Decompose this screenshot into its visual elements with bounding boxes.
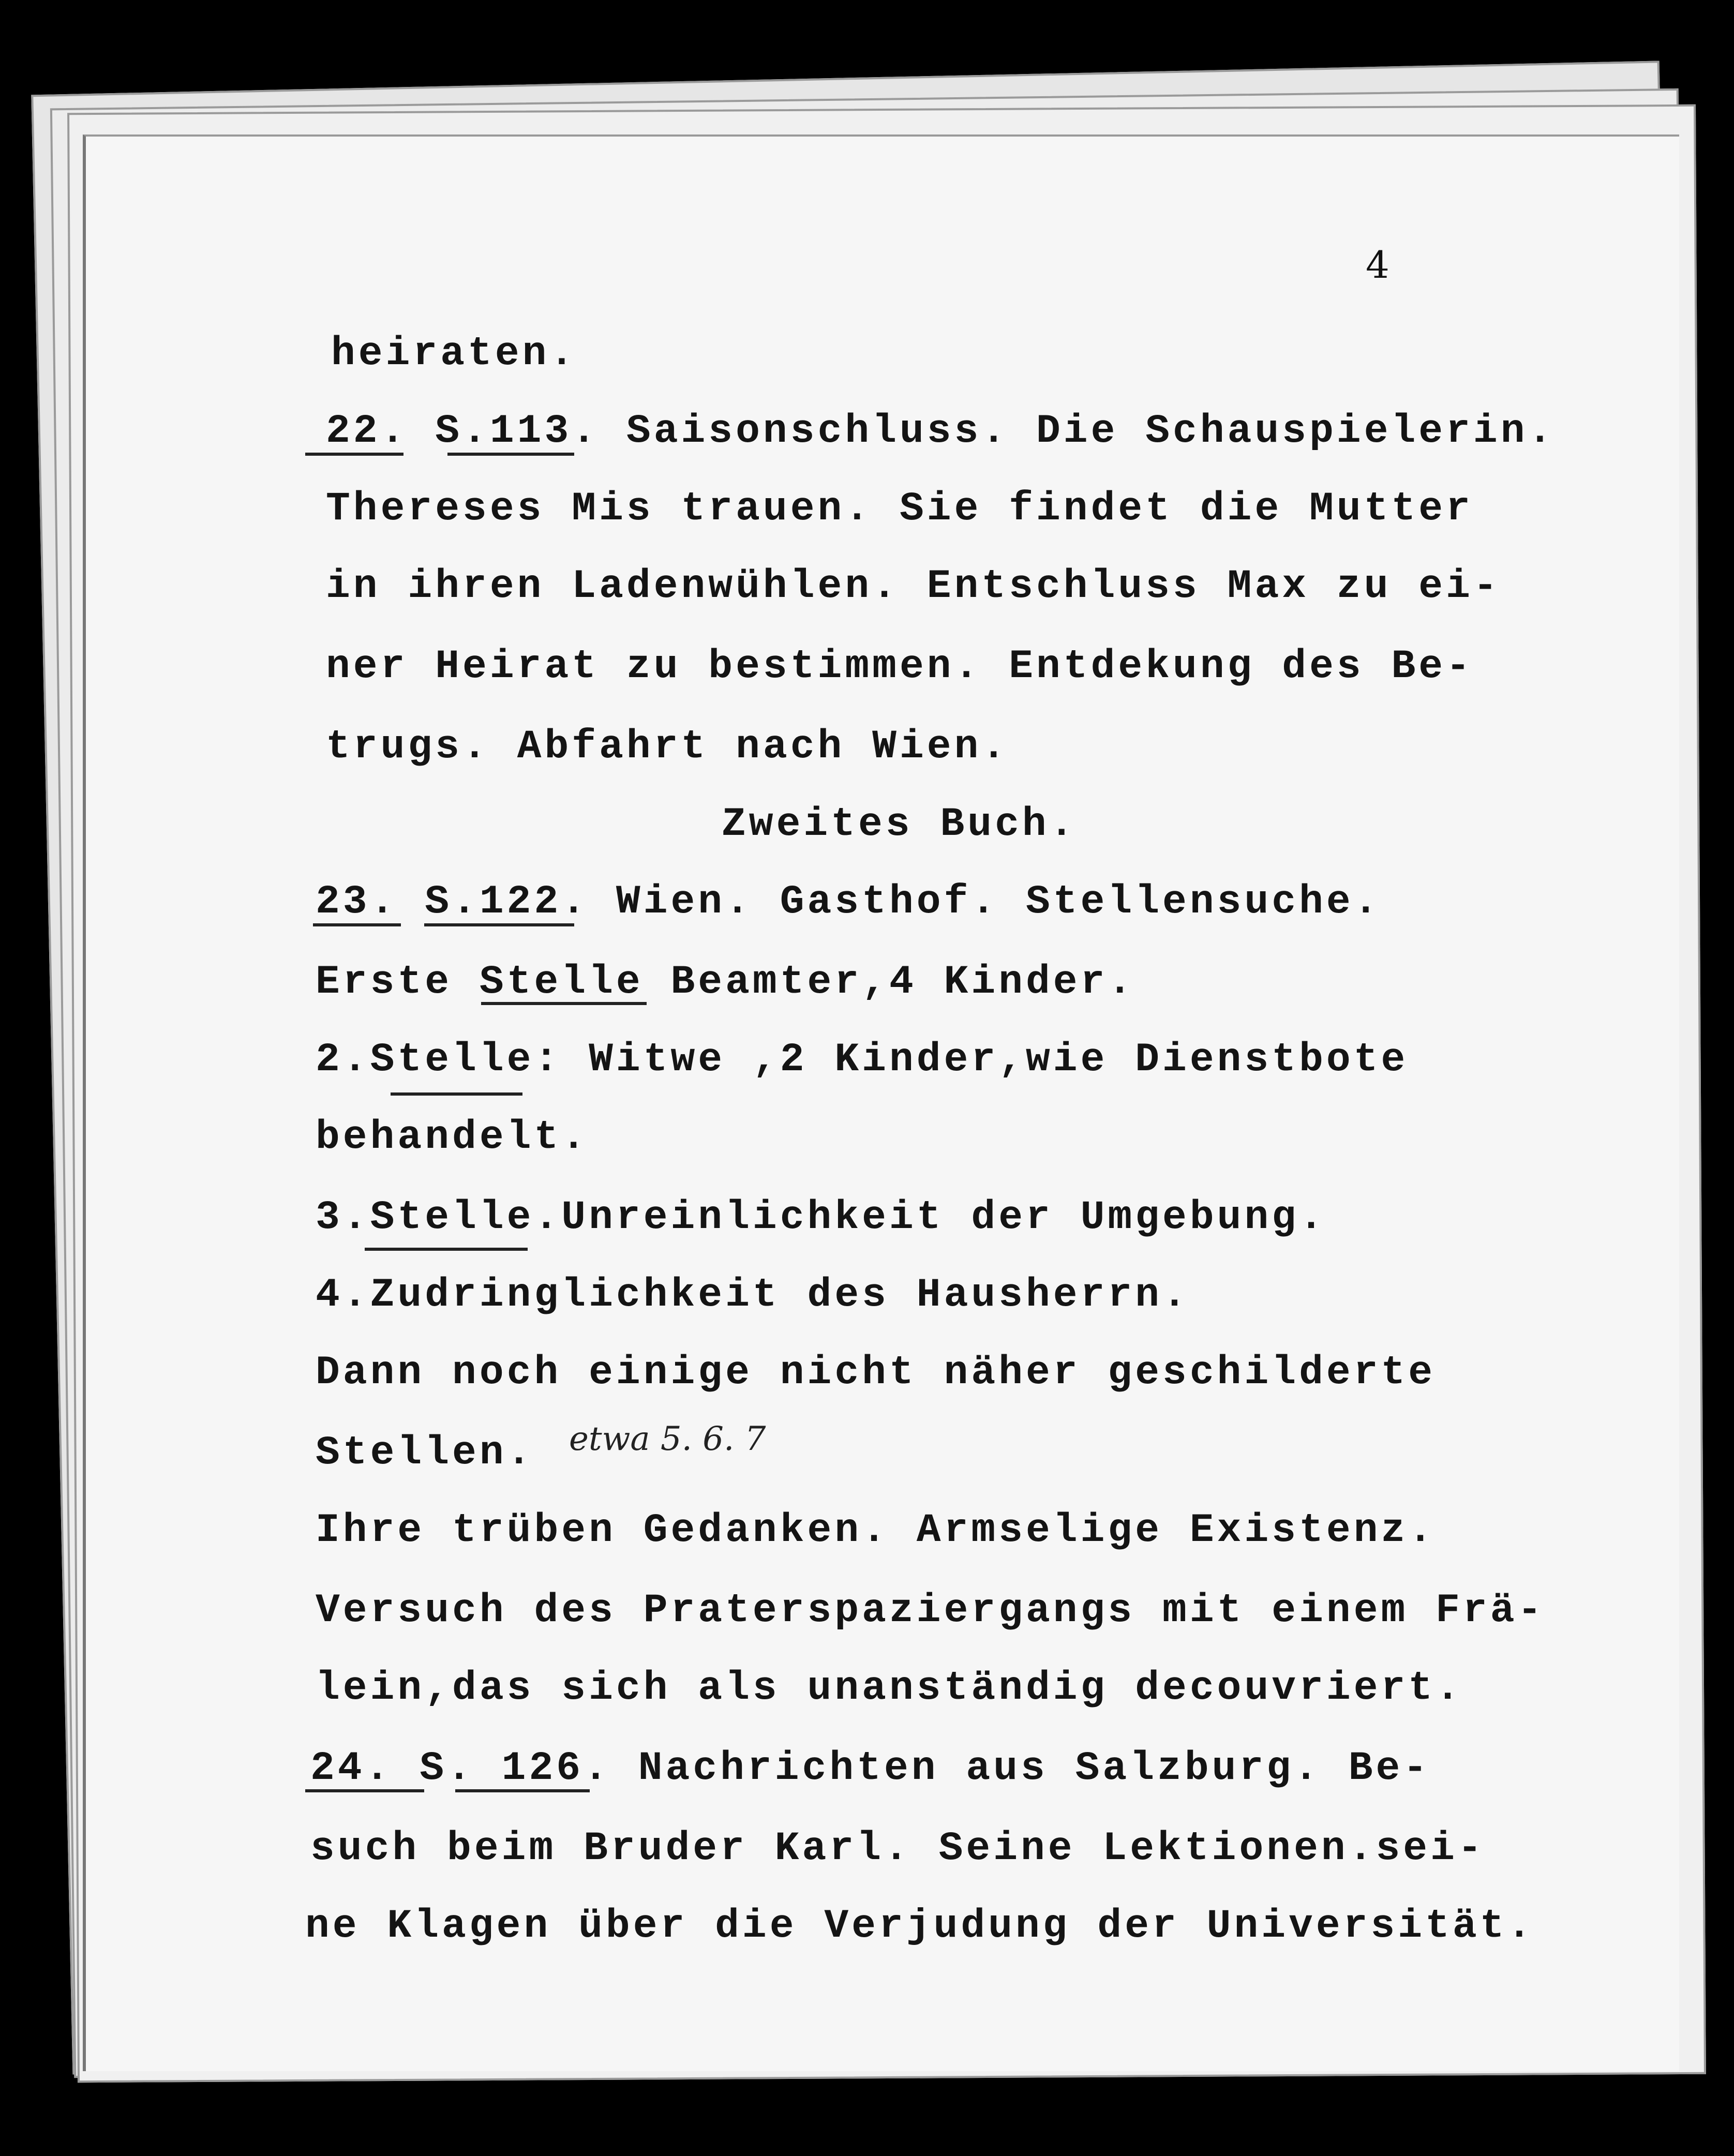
text-line-11: behandelt. xyxy=(316,1115,589,1160)
text-line-3: Thereses Mis trauen. Sie findet die Mutter xyxy=(326,486,1473,532)
text-line-15: Stellen. xyxy=(316,1430,534,1476)
text-line-4: in ihren Ladenwühlen. Entschluss Max zu ei- xyxy=(326,564,1501,609)
text-line-21: ne Klagen über die Verjudung der Universität. xyxy=(305,1904,1535,1949)
text-line-19: 24. S. 126. Nachrichten aus Salzburg. Be- xyxy=(310,1746,1431,1791)
section-heading: Zweites Buch. xyxy=(722,802,1077,847)
text-line-1: heiraten. xyxy=(331,331,577,377)
handwritten-note: etwa 5. 6. 7 xyxy=(569,1420,766,1458)
text-line-5: ner Heirat zu bestimmen. Entdekung des Be- xyxy=(326,644,1473,690)
page-number: 4 xyxy=(1366,243,1389,287)
text-line-16: Ihre trüben Gedanken. Armselige Existenz. xyxy=(316,1508,1436,1553)
text-line-8: 23. S.122. Wien. Gasthof. Stellensuche. xyxy=(316,879,1381,925)
text-line-2: 22. S.113. Saisonschluss. Die Schauspielerin. xyxy=(326,409,1556,454)
text-line-10: 2.Stelle: Witwe ,2 Kinder,wie Dienstbote xyxy=(316,1037,1409,1083)
text-line-20: such beim Bruder Karl. Seine Lektionen.sei- xyxy=(310,1826,1485,1871)
text-line-14: Dann noch einige nicht näher geschilderte xyxy=(316,1350,1436,1396)
text-line-12: 3.Stelle.Unreinlichkeit der Umgebung. xyxy=(316,1195,1326,1240)
text-line-6: trugs. Abfahrt nach Wien. xyxy=(326,724,1009,770)
text-line-17: Versuch des Praterspaziergangs mit einem Frä- xyxy=(316,1588,1545,1634)
text-line-18: lein,das sich als unanständig decouvriert. xyxy=(316,1666,1463,1711)
text-line-13: 4.Zudringlichkeit des Hausherrn. xyxy=(316,1272,1190,1318)
text-line-9: Erste Stelle Beamter,4 Kinder. xyxy=(316,960,1135,1005)
